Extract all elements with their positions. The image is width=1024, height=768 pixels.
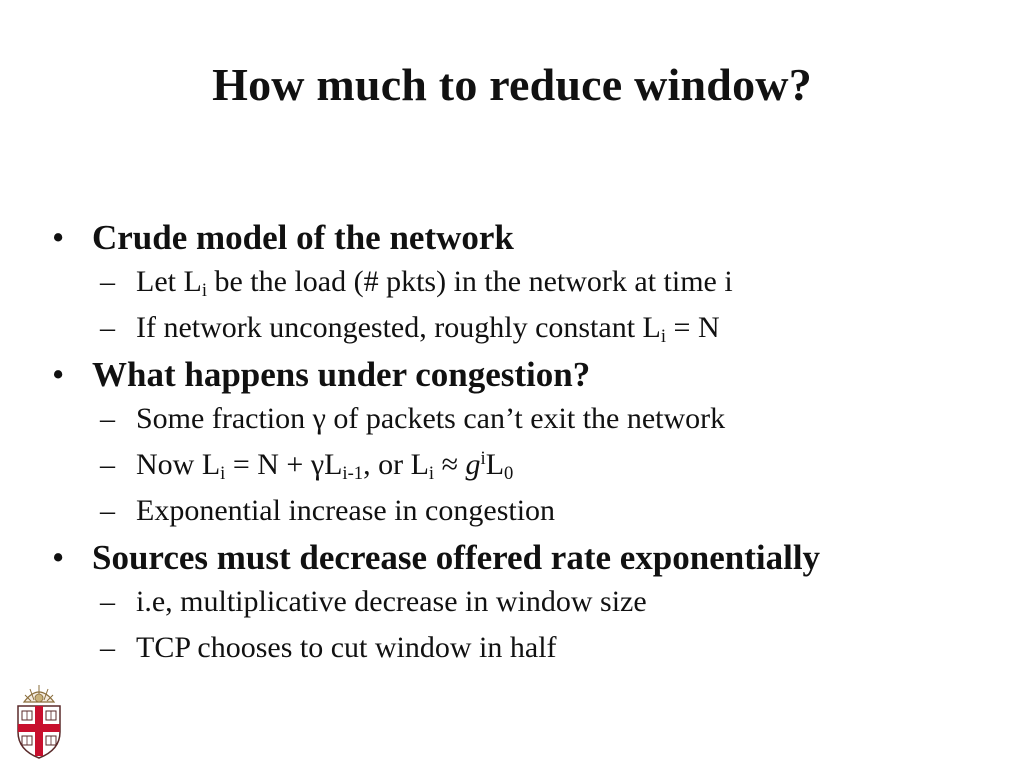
subscript: i-1 xyxy=(342,463,364,485)
italic-variable: g xyxy=(465,448,481,481)
text-part: , or L xyxy=(363,448,429,481)
subscript: i xyxy=(428,463,435,485)
sub-bullet-load-definition xyxy=(52,263,1002,301)
sub-bullet-uncongested xyxy=(52,309,1002,347)
bullet-text: Crude model of the network xyxy=(92,218,514,257)
sub-bullet-tcp-half xyxy=(52,629,1002,667)
sub-bullet-dash: – xyxy=(100,585,115,618)
seal-shield xyxy=(18,706,60,758)
sub-bullet-formula xyxy=(52,446,1002,484)
slide-title: How much to reduce window? xyxy=(212,59,812,110)
text-part: = N xyxy=(666,311,720,344)
text-part: = N + γL xyxy=(225,448,343,481)
bullet-dot: • xyxy=(52,538,65,577)
text-part: ≈ xyxy=(434,448,466,481)
bullet-text: Sources must decrease offered rate exponentially xyxy=(92,538,821,577)
sub-bullet-fraction xyxy=(52,400,1002,438)
bullet-list xyxy=(52,210,1002,675)
bullet-sources xyxy=(52,538,1002,578)
text-part: If network uncongested, roughly constant L xyxy=(136,311,661,344)
sub-bullet-dash: – xyxy=(100,448,115,481)
bullet-dot: • xyxy=(52,355,65,394)
subscript: i xyxy=(201,280,207,302)
superscript: i xyxy=(480,447,486,469)
text-part: Exponential increase in congestion xyxy=(136,494,556,527)
text-part: Let L xyxy=(136,265,202,298)
sub-bullet-dash: – xyxy=(100,494,115,527)
sub-bullet-dash: – xyxy=(100,402,115,435)
bullet-text: What happens under congestion? xyxy=(92,355,591,394)
text-part: L xyxy=(485,448,505,481)
sub-bullet-dash: – xyxy=(100,265,115,298)
subscript: 0 xyxy=(504,463,514,485)
university-seal-icon xyxy=(14,680,64,760)
seal-crest xyxy=(24,685,54,702)
subscript: i xyxy=(660,326,667,348)
sub-bullet-multiplicative xyxy=(52,583,1002,621)
bullet-congestion xyxy=(52,355,1002,395)
sub-bullet-dash: – xyxy=(100,311,115,344)
sub-bullet-exponential xyxy=(52,492,1002,530)
sub-bullet-dash: – xyxy=(100,631,115,664)
text-part: Some fraction γ of packets can’t exit the network xyxy=(136,402,726,435)
bullet-crude-model xyxy=(52,218,1002,258)
text-part: Now L xyxy=(136,448,221,481)
text-part: be the load (# pkts) in the network at time i xyxy=(206,265,733,298)
text-part: TCP chooses to cut window in half xyxy=(136,631,557,664)
subscript: i xyxy=(220,463,226,485)
bullet-dot: • xyxy=(52,218,65,257)
text-part: i.e, multiplicative decrease in window size xyxy=(136,585,647,618)
